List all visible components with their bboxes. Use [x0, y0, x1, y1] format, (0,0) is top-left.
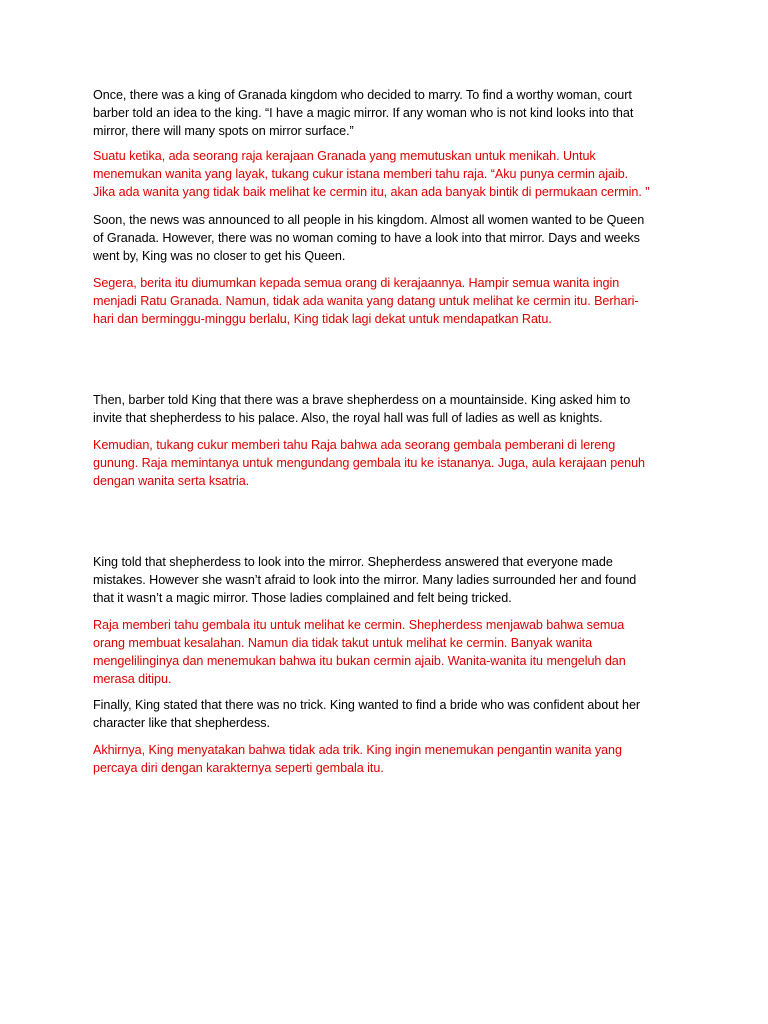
paragraph-indonesian-4: Raja memberi tahu gembala itu untuk melihat ke cermin. Shepherdess menjawab bahwa semua orang membuat kesalahan. Namun dia tidak takut untuk melihat ke cermin. Banyak wanita mengelilinginya dan menemukan bahwa itu bukan cermin ajaib. Wanita-wanita itu mengeluh dan merasa ditipu.: [93, 618, 626, 686]
paragraph-english-3: Then, barber told King that there was a brave shepherdess on a mountainside. King asked him to invite that shepherdess to his palace. Also, the royal hall was full of ladies as well as knights.: [93, 393, 631, 425]
paragraph-english-2: Soon, the news was announced to all people in his kingdom. Almost all women wanted to be Queen of Granada. However, there was no woman coming to have a look into that mirror. Days and weeks went by, King was no closer to get his Queen.: [93, 213, 645, 263]
paragraph-english-4: King told that shepherdess to look into the mirror. Shepherdess answered that everyone made mistakes. However she wasn’t afraid to look into the mirror. Many ladies surrounded her and found that it wasn’t a magic mirror. Those ladies complained and felt being tricked.: [93, 555, 637, 605]
paragraph-english-1: Once, there was a king of Granada kingdom who decided to marry. To find a worthy woman, court barber told an idea to the king. “I have a magic mirror. If any woman who is not kind looks into that mirror, there will many spots on mirror surface.”: [93, 88, 634, 138]
paragraph-indonesian-3: Kemudian, tukang cukur memberi tahu Raja bahwa ada seorang gembala pemberani di lereng gunung. Raja memintanya untuk mengundang gembala itu ke istananya. Juga, aula kerajaan penuh dengan wanita serta ksatria.: [93, 438, 646, 488]
paragraph-indonesian-1: Suatu ketika, ada seorang raja kerajaan Granada yang memutuskan untuk menikah. Untuk menemukan wanita yang layak, tukang cukur istana memberi tahu raja. “Aku punya cermin ajaib. Jika ada wanita yang tidak baik melihat ke cermin itu, akan ada banyak bintik di permukaan cermin. ": [93, 149, 650, 199]
paragraph-english-5: Finally, King stated that there was no trick. King wanted to find a bride who was confident about her character like that shepherdess.: [93, 698, 641, 730]
paragraph-indonesian-5: Akhirnya, King menyatakan bahwa tidak ada trik. King ingin menemukan pengantin wanita yang percaya diri dengan karakternya seperti gembala itu.: [93, 743, 622, 775]
paragraph-indonesian-2: Segera, berita itu diumumkan kepada semua orang di kerajaannya. Hampir semua wanita ingin menjadi Ratu Granada. Namun, tidak ada wanita yang datang untuk melihat ke cermin itu. Berhari- hari dan berminggu-minggu berlalu, King tidak lagi dekat untuk mendapatkan Ratu.: [93, 276, 639, 326]
